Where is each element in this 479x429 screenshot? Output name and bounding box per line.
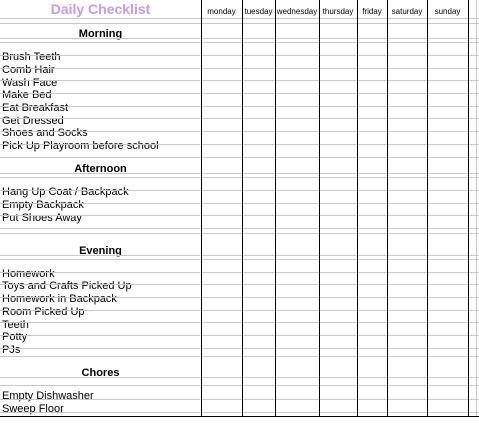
task-item: Potty: [2, 331, 28, 343]
grid-row-line: [0, 131, 479, 132]
grid-row-line: [0, 297, 479, 298]
grid-row-line: [0, 233, 479, 234]
grid-row-line: [0, 157, 479, 158]
day-header-tuesday: tuesday: [244, 7, 273, 16]
task-item: Comb Hair: [2, 64, 55, 76]
grid-row-line: [0, 177, 479, 178]
grid-column-line: [319, 0, 320, 417]
day-header-sunday: sunday: [434, 7, 461, 16]
task-item: Toys and Crafts Picked Up: [2, 280, 132, 292]
grid-column-line: [468, 0, 469, 417]
grid-column-line: [201, 0, 202, 417]
grid-row-line: [0, 310, 479, 311]
task-item: Empty Dishwasher: [2, 390, 94, 402]
grid-row-line: [0, 385, 479, 386]
task-item: Shoes and Socks: [2, 127, 88, 139]
grid-row-line: [0, 377, 479, 378]
grid-row-line: [0, 215, 479, 216]
grid-row-line: [0, 23, 479, 24]
grid-row-line: [0, 118, 479, 119]
grid-row-line: [0, 412, 479, 413]
day-header-monday: monday: [207, 7, 236, 16]
task-item: Eat Breakfast: [2, 102, 69, 114]
grid-row-line: [0, 38, 479, 39]
grid-row-line: [0, 399, 479, 400]
grid-row-line: [0, 335, 479, 336]
task-item: Teeth: [2, 319, 29, 331]
grid-column-line: [242, 0, 243, 417]
grid-row-line: [0, 93, 479, 94]
grid-row-line: [0, 203, 479, 204]
task-item: Get Dressed: [2, 115, 64, 127]
grid-row-line: [0, 322, 479, 323]
grid-column-line: [357, 0, 358, 417]
grid-row-line: [0, 55, 479, 56]
grid-row-line: [0, 259, 479, 260]
task-item: Pick Up Playroom before school: [2, 140, 159, 152]
section-header-afternoon: Afternoon: [74, 163, 127, 175]
task-item: Room Picked Up: [2, 306, 85, 318]
task-item: Put Shoes Away: [2, 212, 82, 224]
grid-row-line: [0, 144, 479, 145]
grid-column-line: [427, 0, 428, 417]
task-item: Hang Up Coat / Backpack: [2, 186, 129, 198]
section-header-morning: Morning: [78, 28, 123, 40]
task-item: Wash Face: [2, 77, 58, 89]
page-title: Daily Checklist: [50, 1, 151, 17]
task-item: Sweep Floor: [2, 403, 64, 415]
grid-column-line: [387, 0, 388, 417]
day-header-friday: friday: [362, 7, 382, 16]
grid-row-line: [0, 272, 479, 273]
task-item: Homework in Backpack: [2, 293, 117, 305]
grid-column-line: [476, 0, 477, 417]
grid-row-line: [0, 42, 479, 43]
grid-row-line: [0, 173, 479, 174]
task-item: PJs: [2, 344, 21, 356]
task-item: Make Bed: [2, 89, 52, 101]
grid-row-line: [0, 190, 479, 191]
day-header-wednesday: wednesday: [276, 7, 318, 16]
grid-row-line: [0, 18, 479, 19]
grid-row-line: [0, 68, 479, 69]
task-item: Empty Backpack: [2, 199, 84, 211]
grid-row-line: [0, 255, 479, 256]
task-item: Homework: [2, 268, 55, 280]
grid-column-line: [275, 0, 276, 417]
section-header-evening: Evening: [79, 245, 122, 257]
sheet-bottom-border: [0, 416, 479, 417]
day-header-saturday: saturday: [391, 7, 423, 16]
grid-row-line: [0, 228, 479, 229]
day-header-thursday: thursday: [322, 7, 354, 16]
grid-row-line: [0, 348, 479, 349]
grid-row-line: [0, 284, 479, 285]
task-item: Brush Teeth: [2, 51, 61, 63]
section-header-chores: Chores: [81, 367, 120, 379]
grid-row-line: [0, 106, 479, 107]
grid-row-line: [0, 80, 479, 81]
grid-row-line: [0, 356, 479, 357]
